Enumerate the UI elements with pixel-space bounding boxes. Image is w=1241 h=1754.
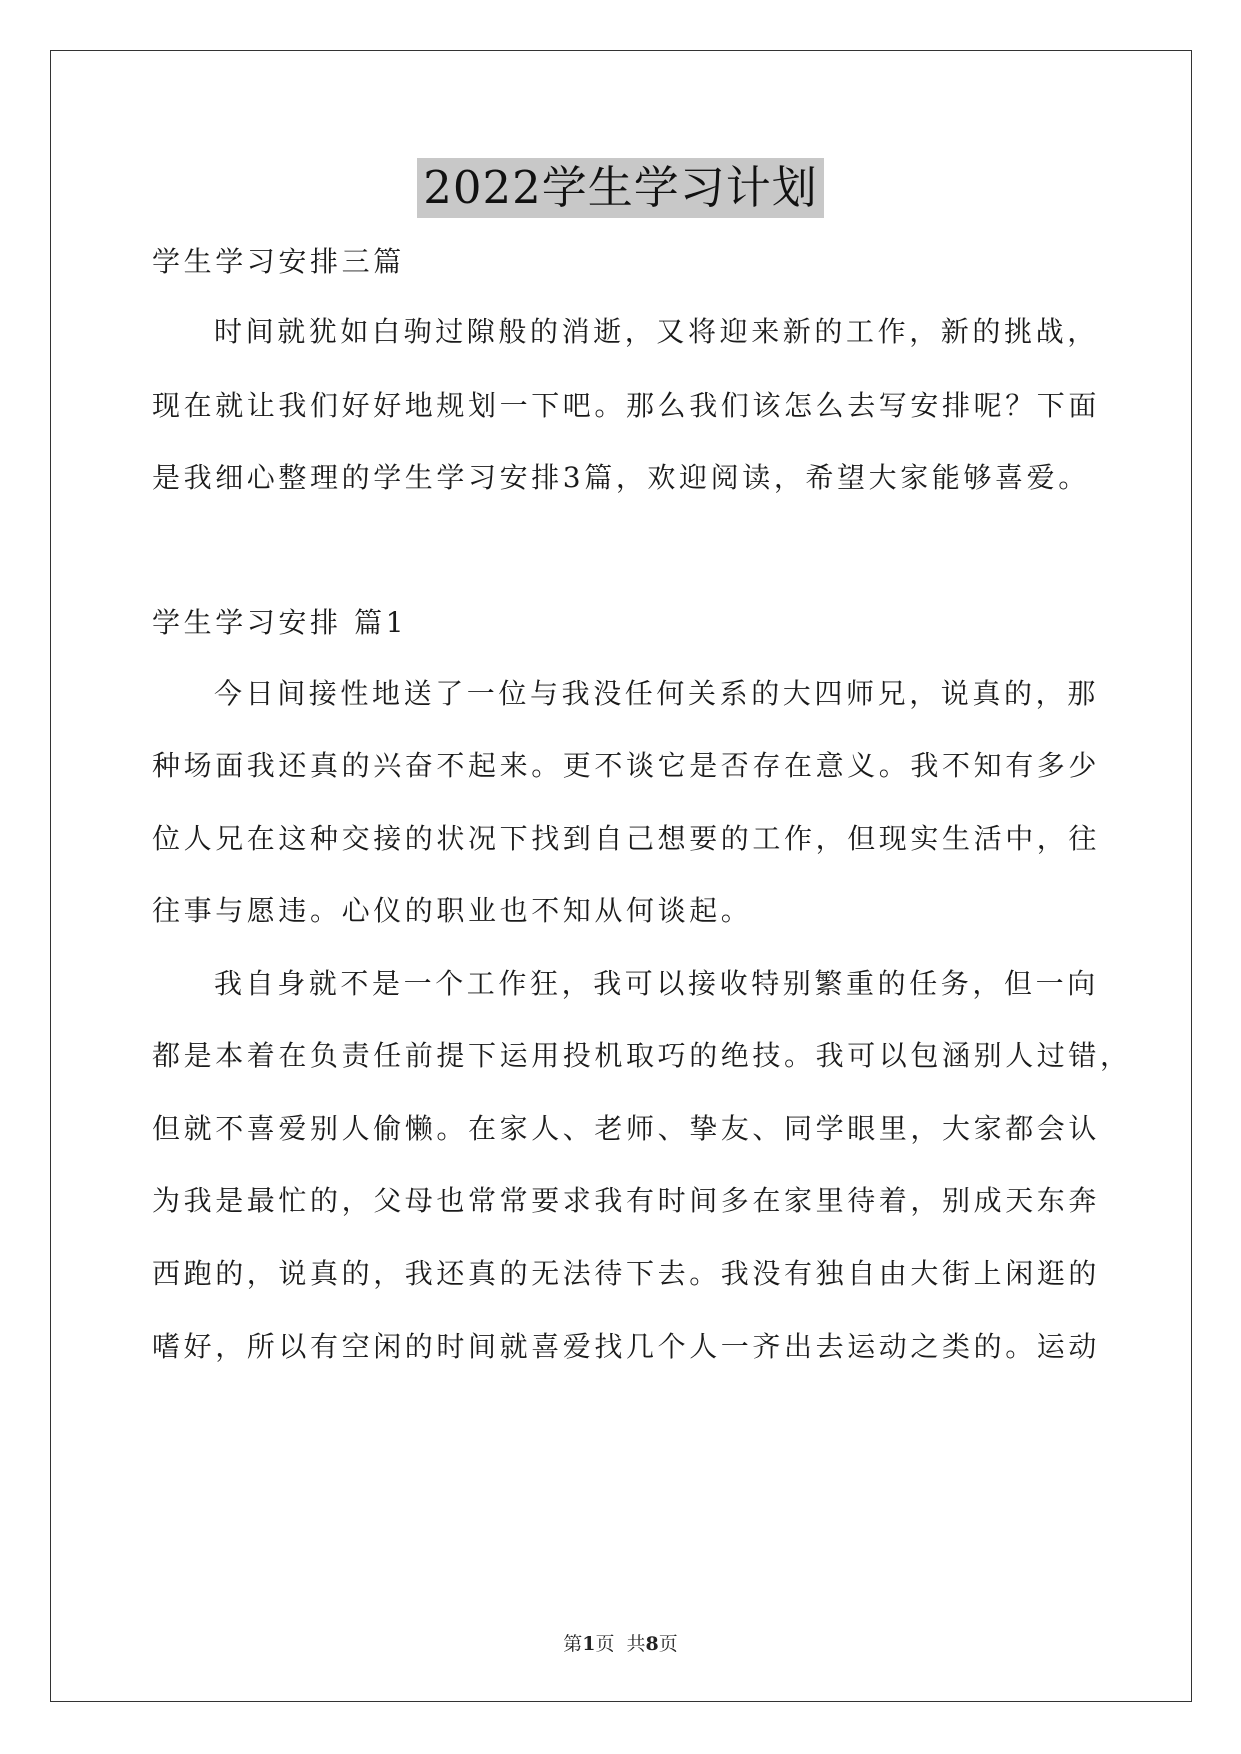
paragraph-line: 都是本着在负责任前提下运用投机取巧的绝技。我可以包涵别人过错， bbox=[152, 1039, 1132, 1072]
current-page-number: 1 bbox=[582, 1633, 596, 1655]
page-label-middle: 页 共 bbox=[595, 1633, 646, 1655]
paragraph-line: 西跑的，说真的，我还真的无法待下去。我没有独自由大街上闲逛的 bbox=[152, 1257, 1101, 1290]
paragraph-line: 种场面我还真的兴奋不起来。更不谈它是否存在意义。我不知有多少 bbox=[152, 749, 1101, 782]
paragraph-line: 现在就让我们好好地规划一下吧。那么我们该怎么去写安排呢？下面 bbox=[152, 389, 1101, 422]
page-label-prefix: 第 bbox=[563, 1633, 583, 1655]
section-heading: 学生学习安排三篇 bbox=[152, 245, 405, 278]
paragraph-line: 位人兄在这种交接的状况下找到自己想要的工作，但现实生活中，往 bbox=[152, 822, 1101, 855]
page-border bbox=[50, 50, 1192, 1702]
paragraph-line: 但就不喜爱别人偷懒。在家人、老师、挚友、同学眼里，大家都会认 bbox=[152, 1112, 1101, 1145]
paragraph-line: 为我是最忙的，父母也常常要求我有时间多在家里待着，别成天东奔 bbox=[152, 1184, 1101, 1217]
section-heading: 学生学习安排 篇1 bbox=[152, 606, 408, 639]
paragraph-line: 是我细心整理的学生学习安排3篇，欢迎阅读，希望大家能够喜爱。 bbox=[152, 461, 1090, 494]
paragraph-line: 时间就犹如白驹过隙般的消逝，又将迎来新的工作，新的挑战， bbox=[214, 315, 1099, 348]
paragraph-line: 嗜好，所以有空闲的时间就喜爱找几个人一齐出去运动之类的。运动 bbox=[152, 1330, 1101, 1363]
paragraph-line: 我自身就不是一个工作狂，我可以接收特别繁重的任务，但一向 bbox=[214, 967, 1099, 1000]
document-title-text: 2022学生学习计划 bbox=[417, 158, 824, 218]
page-footer bbox=[0, 1632, 1241, 1656]
paragraph-line: 往事与愿违。心仪的职业也不知从何谈起。 bbox=[152, 894, 753, 927]
paragraph-line: 今日间接性地送了一位与我没任何关系的大四师兄，说真的，那 bbox=[214, 677, 1099, 710]
total-pages-number: 8 bbox=[645, 1633, 659, 1655]
document-title bbox=[0, 158, 1241, 218]
page-label-suffix: 页 bbox=[658, 1633, 678, 1655]
